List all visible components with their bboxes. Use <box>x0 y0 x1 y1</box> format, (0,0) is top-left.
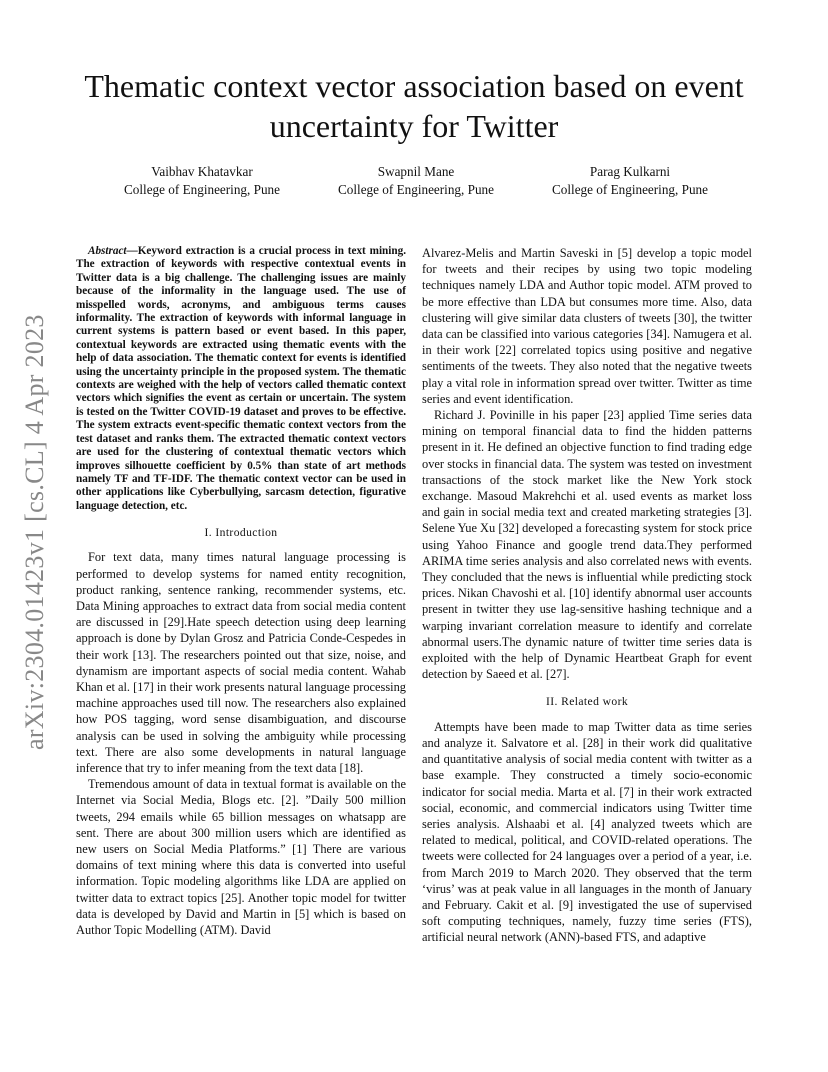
left-column <box>76 245 406 938</box>
intro-paragraph-2: Tremendous amount of data in textual format is available on the Internet via Social Media, Blogs etc. [2]. ”Daily 500 million tweets, 294 emails while 65 billion messages on whatsapp are sent. There are about 300 million users which are identified as new users on Social Media Platforms.” [1] There are various domains of text mining where this data is converted into useful information. Topic modeling algorithms like LDA are applied on twitter data to extract topics [25]. Another topic model for twitter data is developed by David and Martin in [5] which is based on Author Topic Modelling (ATM). David <box>76 777 406 937</box>
author-name: Parag Kulkarni <box>589 164 671 179</box>
author-1 <box>82 163 322 199</box>
paper-title: Thematic context vector association based on event uncertainty for Twitter <box>84 68 744 144</box>
author-affiliation: College of Engineering, Pune <box>123 182 280 197</box>
intro-paragraph-1: For text data, many times natural language processing is performed to develop systems for named entity recognition, product ranking, sentence ranking, recommender systems, etc. Data Mining approaches to extract data from social media content are discussed in [29].Hate speech detection using deep learning approach is done by Dylan Grosz and Patricia Conde-Cespedes in their work [13]. The researchers pointed out that size, noise, and dynamism are important aspects of social media content. Wahab Khan et al. [17] in their work presents natural language processing machine approaches used till now. The researchers also explained how POS tagging, word sense disambiguation, and discourse analysis can be used in solving the ambiguity while processing text. There are also some developments in natural language inference that try to infer meaning from the text data [18]. <box>76 550 406 775</box>
abstract-label: Abstract <box>88 245 127 257</box>
right-column <box>422 245 752 946</box>
author-affiliation: College of Engineering, Pune <box>337 182 494 197</box>
author-affiliation: College of Engineering, Pune <box>551 182 708 197</box>
related-paragraph-1: Attempts have been made to map Twitter data as time series and analyze it. Salvatore et al. [28] in their work did qualitative and quantitative analysis of social media content with twitter as a base example. They constructed a timely socio-economic indicator for social media. Marta et al. [7] in their work extracted social, economic, and commercial indicators using Twitter time series analysis. Alshaabi et al. [4] analyzed tweets which are related to medical, political, and COVID-related operations. The tweets were collected for 24 languages over a period of a year, i.e. from March 2019 to March 2020. They observed that the term ‘virus’ was at peak value in all languages in the month of January and February. Cakit et al. [9] investigated the use of supervised soft computing techniques, namely, fuzzy time series (FTS), artificial neural network (ANN)-based FTS, and adaptive <box>422 719 752 945</box>
author-name: Vaibhav Khatavkar <box>151 164 253 179</box>
section-heading-introduction: I. Introduction <box>204 526 278 540</box>
author-name: Swapnil Mane <box>377 164 455 179</box>
intro-paragraph-3: Alvarez-Melis and Martin Saveski in [5] develop a topic model for tweets and their recipes by using two topic modeling techniques namely LDA and Author topic model. ATM proved to be more effective than LDA but consumes more time. Also, data clustering will give similar data clusters of tweets [30], the twitter data can be classified into various categories [34]. Namugera et al. in their work [22] correlated topics using positive and negative sentiments of the tweets. They also noted that the negative tweets play a vital role in information spread over twitter. Twitter as time series and event identification. <box>422 246 752 406</box>
section-heading-related-work: II. Related work <box>545 695 629 709</box>
intro-paragraph-4: Richard J. Povinille in his paper [23] applied Time series data mining on temporal financial data to find the hidden patterns present in it. He defined an objective function to find trading edge over stocks in financial data. The system was tested on investment transactions of the stock market like the New York stock exchange. Masoud Makrehchi et al. used events as market loss and gain in social media text and created marketing strategies [3]. Selene Yue Xu [32] developed a forecasting system for stock price using Yahoo Finance and google trend data.They performed ARIMA time series analysis and also correlated news with events. They concluded that the news is influential while predicting stock prices. Nikan Chavoshi et al. [10] identify abnormal user accounts present in twitter they use lag-sensitive hashing technique and a warping invariant correlation measure to identify and correlate abnormal users.The dynamic nature of twitter time series data is exploited with the help of Dynamic Heartbeat Graph for event detection by Saeed et al. [27]. <box>422 408 752 682</box>
abstract-text: —Keyword extraction is a crucial process in text mining. The extraction of keywords with respective contextual events in Twitter data is a big challenge. The challenging issues are mainly because of the informality in the language used. The use of misspelled words, acronyms, and ambiguous terms causes informality. The extraction of keywords with informal language in current systems is pattern based or event based. In this paper, contextual keywords are extracted using thematic events with the help of data association. The thematic context for events is identified using the uncertainty principle in the proposed system. The thematic contexts are weighed with the help of vectors called thematic context vectors which signifies the event as certain or uncertain. The system is tested on the Twitter COVID-19 dataset and proves to be effective. The system extracts event-specific thematic context vectors from the test dataset and ranks them. The extracted thematic context vectors are used for the clustering of contextual thematic vectors which improves silhouette coefficient by 0.5% than state of art methods namely TF and TF-IDF. The thematic context vector can be used in other applications like Cyberbullying, sarcasm detection, figurative language detection, etc. <box>76 245 406 512</box>
author-2 <box>296 163 536 199</box>
abstract <box>76 245 406 513</box>
author-3 <box>510 163 750 199</box>
arxiv-stamp: arXiv:2304.01423v1 [cs.CL] 4 Apr 2023 <box>20 314 49 750</box>
